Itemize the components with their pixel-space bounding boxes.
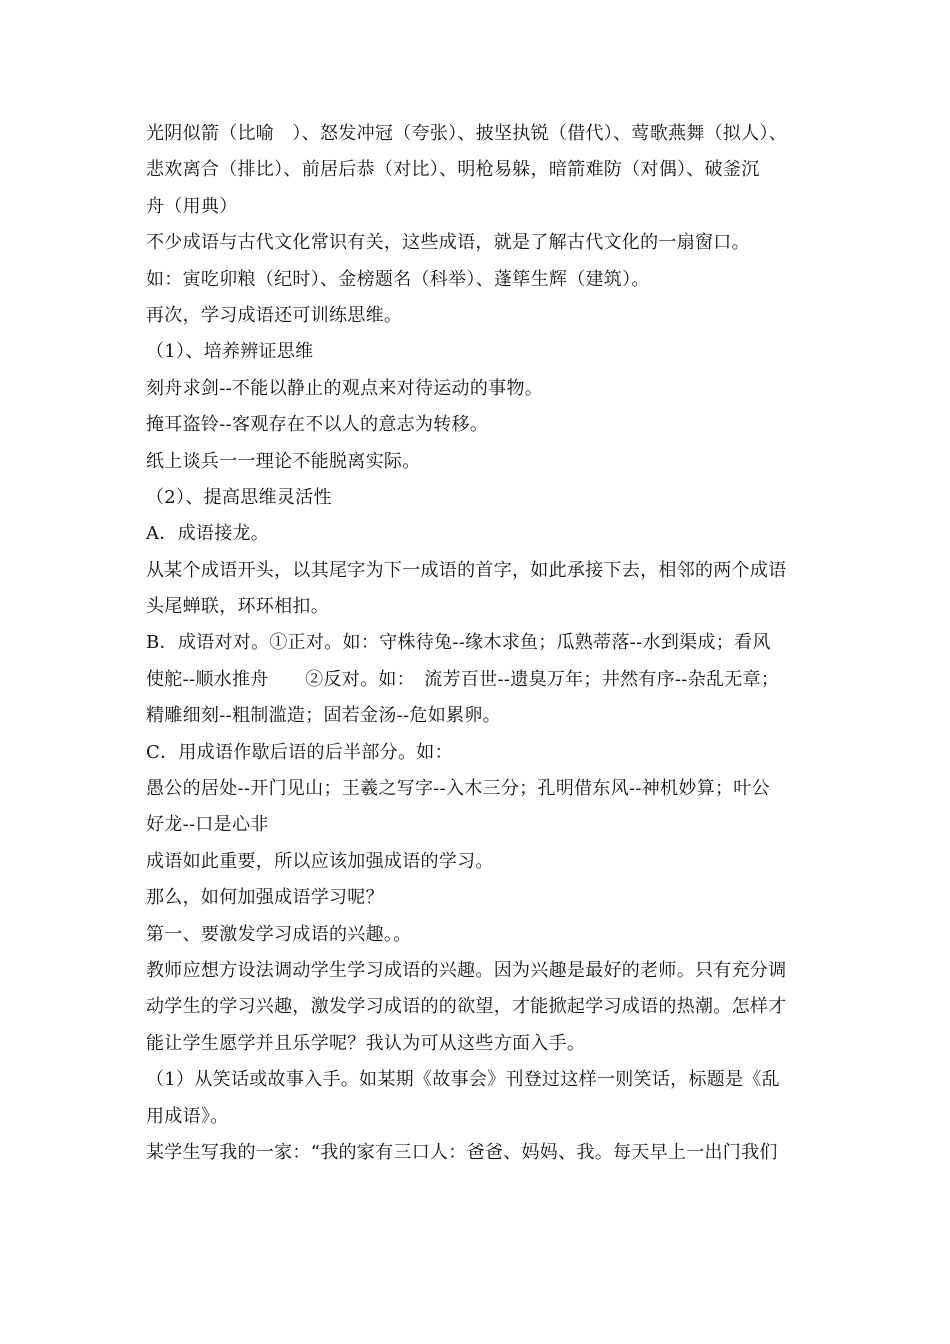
text-line: （1）、培养辨证思维 (146, 341, 314, 363)
text-line: 刻舟求剑--不能以静止的观点来对待运动的事物。 (146, 377, 544, 399)
text-line: 那么，如何加强成语学习呢？ (146, 887, 384, 909)
body-text (146, 116, 818, 1171)
text-line: 用成语》。 (146, 1105, 229, 1127)
text-line: 能让学生愿学并且乐学呢？我认为可从这些方面入手。 (146, 1032, 586, 1054)
text-line: 光阴似箭（比喻 ）、怒发冲冠（夸张）、披坚执锐（借代）、莺歌燕舞（拟人）、 (146, 123, 788, 144)
text-line: 从某个成语开头，以其尾字为下一成语的首字，如此承接下去，相邻的两个成语 (146, 559, 787, 581)
text-line: C．用成语作歇后语的后半部分。如： (146, 741, 453, 763)
text-line: 掩耳盗铃--客观存在不以人的意志为转移。 (146, 414, 489, 436)
text-line: A．成语接龙。 (146, 523, 270, 545)
text-line: 舟（用典） (146, 195, 238, 217)
text-line: 纸上谈兵一一理论不能脱离实际。 (146, 450, 421, 472)
text-line: 使舵--顺水推舟 ②反对。如： 流芳百世--遗臭万年；井然有序--杂乱无章； (146, 668, 780, 690)
text-line: 如：寅吃卯粮（纪时）、金榜题名（科举）、蓬筚生辉（建筑）。 (146, 268, 650, 290)
text-line: 悲欢离合（排比）、前居后恭（对比）、明枪易躲，暗箭难防（对偶）、破釜沉 (146, 159, 760, 181)
text-line: 成语如此重要，所以应该加强成语的学习。 (146, 850, 494, 872)
text-line: 再次，学习成语还可训练思维。 (146, 304, 403, 326)
text-line: 某学生写我的一家：“我的家有三口人：爸爸、妈妈、我。每天早上一出门我们 (146, 1141, 778, 1163)
text-line: B．成语对对。①正对。如：守株待兔--缘木求鱼；瓜熟蒂落--水到渠成；看风 (146, 632, 771, 654)
text-line: 精雕细刻--粗制滥造；固若金汤--危如累卵。 (146, 705, 501, 727)
text-line: 动学生的学习兴趣，激发学习成语的的欲望，才能掀起学习成语的热潮。怎样才 (146, 996, 787, 1018)
text-line: （1）从笑话或故事入手。如某期《故事会》刊登过这样一则笑话，标题是《乱 (146, 1069, 780, 1091)
text-line: （2）、提高思维灵活性 (146, 486, 332, 508)
text-line: 好龙--口是心非 (146, 814, 269, 836)
text-line: 教师应想方设法调动学生学习成语的兴趣。因为兴趣是最好的老师。只有充分调 (146, 959, 787, 981)
text-line: 头尾蝉联，环环相扣。 (146, 596, 329, 618)
text-line: 愚公的居处--开门见山；王羲之写字--入木三分；孔明借东风--神机妙算；叶公 (146, 778, 770, 800)
text-line: 第一、要激发学习成语的兴趣。。 (146, 923, 412, 945)
text-line: 不少成语与古代文化常识有关，这些成语，就是了解古代文化的一扇窗口。 (146, 232, 750, 254)
